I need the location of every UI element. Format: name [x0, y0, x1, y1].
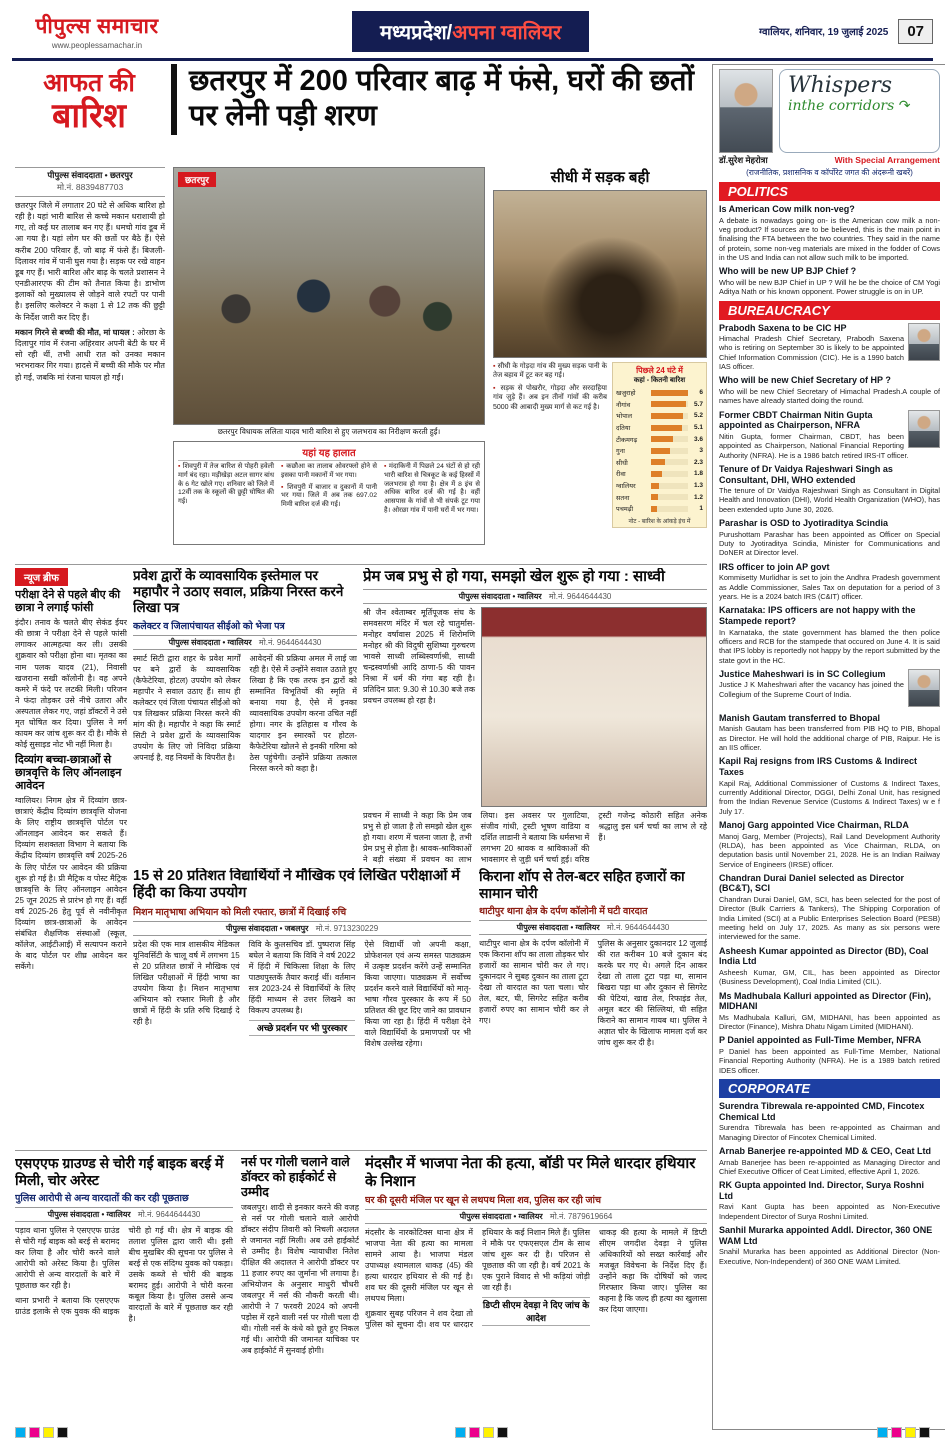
byline-phone: मो.नं. 9644644430 [606, 922, 670, 932]
rain-value: 1.3 [693, 482, 703, 490]
hindi-byline [133, 921, 471, 936]
hindi-exam-article [133, 868, 471, 1146]
lead-body-p1: छतरपुर जिले में लगातार 20 घंटे से अधिक बारिश हो रही है। यहां भारी बारिश से कच्चे मकान धराशायी हो गए, तो कई घर तालाब बन गए हैं। धमचो गांव डूब में आ गया है। यहां लोग घर की छतों पर बैठे हैं। ऐसे करीब 200 परिवार हैं, जो बाढ़ में फंसे हैं। बिजली-दिलावर गांव में पानी घुस गया है। सड़क पर रखे वाहन डूब गए हैं। भारी बारिश और बाढ़ के चलते प्रशासन ने एनडीआरएफ की टीम को तैनात किया है। डाभोण इलाकों को मुख्यालय से जोड़ने वाले रपटों पर पानी है। इसलिए कलेक्टर ने कक्षा 1 से 12 तक की छुट्टी के निर्देश जारी कर दिए हैं। [15, 200, 166, 322]
middle-band [15, 568, 707, 1148]
special-arrangement-label: With Special Arrangement [834, 155, 940, 165]
cyan-mark [877, 1427, 888, 1438]
rain-value: 5.7 [693, 400, 703, 408]
hindi-body-p1: प्रदेश की एक मात्र शासकीय मेडिकल यूनिवर्सिटी के चालू वर्ष में लगभग 15 से 20 प्रतिशत छात्रों ने मौखिक एवं लिखित परीक्षाओं में हिंदी भाषा का उपयोग किया है। मिशन मातृभाषा अभियान को रफ्तार मिली है और छात्रों में हिंदी के प्रति रुचि दिखाई दे रही है। [133, 939, 240, 1026]
mandsaur-inset-head: डिप्टी सीएम देवड़ा ने दिए जांच के आदेश [482, 1297, 590, 1326]
rain-city-label: टीकमगढ़ [616, 436, 638, 444]
sidebar-article-title: Surendra Tibrewala re-appointed CMD, Fincotex Chemical Ltd [719, 1101, 925, 1122]
rain-city-label: रीवा [616, 471, 626, 479]
whispers-sidebar [712, 64, 945, 1430]
byline-reporter: पीपुल्स संवाददाता • ग्वालियर [168, 637, 252, 647]
mayor-body-p2: आवेदनों की प्रक्रिया अमल में लाई जा रही है। ऐसे में उन्होंने सवाल उठाते हुए लिखा है कि एक तरफ इन द्वारों को सम्मानित विभूतियों की स्मृति में बनाया गया है, ऐसे में इनका व्यावसायिक उपयोग करना उचित नहीं होगा। नगर के इतिहास व गौरव के यादगार इन स्मारकों पर होटल-कैफेटेरिया खोलने से इनकी गरिमा को ठेस पहुंचेगी। उन्होंने प्रक्रिया तत्काल निरस्त करने को कहा है। [249, 653, 357, 773]
right-lower-row [493, 362, 707, 528]
politics-banner: POLITICS [719, 182, 940, 201]
sidebar-tagline: (राजनीतिक, प्रशासनिक व कॉर्पोरेट जगत की अंदरूनी खबरें) [746, 168, 913, 177]
rain-row [616, 457, 703, 469]
hindi-body-p3: ऐसे विद्यार्थी जो अपनी कक्षा, प्रोफेशनल एवं अन्य समस्त पाठ्यक्रम में उत्कृष्ट प्रदर्शन करेंगे उन्हें सम्मानित किया जाएगा। पाठ्यक्रम में सर्वोच्च प्रदर्शन करने वाले विद्यार्थियों को मातृ-भाषा गौरव पुरस्कार के रूप में 50 प्रतिशत की छूट दिए जाने का प्रावधान किया जा रहा है। हिंदी में परीक्षा देने वाले विद्यार्थियों के प्रमाणपत्रों पर भी विशेष उल्लेख रहेगा। [364, 939, 471, 1049]
situation-bullet: ▪ शिवपुरी में तेज बारिश से पोहरी हवेली मार्ग बंद रहा। मड़ीखेड़ा अटल सागर बांध के 6 गेट खोले गए। शनिवार को जिले में 12वीं तक के स्कूलों की छुट्टी घोषित की गई। [178, 463, 274, 507]
section-banner-city: अपना ग्वालियर [452, 21, 562, 44]
rain-bar [651, 506, 688, 512]
byline-reporter: पीपुल्स संवाददाता • ग्वालियर [458, 592, 542, 601]
sadhvi-body-bottom [363, 810, 707, 864]
flood-photo [173, 167, 485, 425]
saf-article [15, 1155, 233, 1423]
lead-article-text [15, 167, 165, 559]
sadhvi-article [363, 568, 707, 864]
sidebar-article-body: Asheesh Kumar, GM, CIL, has been appointed as Director (Business Development), Coal India Limited (CIL). [719, 967, 940, 987]
sidebar-article-body: Chandran Durai Daniel, GM, SCI, has been selected for the post of Director (Bulk Carriers & Tankers), The Shipping Corporation of India Limited (SCI) at a Public Enterprises Selection Board (PESB) meeting held on July 17, 2025. As many as six persons were interviewed for the same. [719, 895, 940, 942]
sidebar-article [719, 323, 940, 372]
rain-bar [651, 494, 688, 500]
sidebar-article-body: Kommisetty Murlidhar is set to join the Andhra Pradesh government as Addle Commissioner, Sales Tax on deputation for a period of 3 years. He is a 2024 batch IRS (C&IT) officer. [719, 573, 940, 601]
mayor-body [133, 653, 357, 774]
headshot-photo [908, 669, 940, 707]
rain-value: 2.3 [693, 458, 703, 466]
rain-bar [651, 448, 688, 454]
rain-bar [651, 471, 688, 477]
sadhvi-body-left [363, 607, 475, 807]
rain-city-label: खजुराहो [616, 390, 636, 398]
kirana-body [479, 938, 707, 1048]
rain-row [616, 480, 703, 492]
black-mark [57, 1427, 68, 1438]
whispers-titlebox [779, 69, 940, 153]
section-banner-state: मध्यप्रदेश/ [380, 21, 453, 44]
brief1-body-text: इंदौर। तनाव के चलते बीए सेकंड ईयर की छात्रा ने परीक्षा देने से पहले फांसी लगाकर आत्महत्या कर ली। उसकी शुक्रवार को परीक्षा होना था। मृतका का नाम पलक यादव (21), निवासी खजराना सखी कॉलोनी है। वह अपने कमरे में फंदे पर लटकी मिली। परिजन ने फंदा तोड़कर उसे नीचे उतारा और अस्पताल लेकर गए, जहां डॉक्टरों ने उसे मृत घोषित कर दिया। पुलिस ने मर्ग कायम कर जांच शुरू कर दी है। मौके से कोई सुसाइड नोट भी नहीं मिला है। [15, 618, 127, 749]
sidebar-article-body: P Daniel has been appointed as Full-Time Member, National Financial Reporting Authority (NFRA). He is a 1989 batch retired IDES officer. [719, 1047, 940, 1075]
sadhvi-photo-row [363, 607, 707, 807]
dateline: ग्वालियर, शनिवार, 19 जुलाई 2025 [759, 27, 889, 38]
sidebar-article-title: P Daniel appointed as Full-Time Member, NFRA [719, 1035, 922, 1046]
sidebar-article-title: Prabodh Saxena to be CIC HP [719, 322, 847, 333]
main-content [15, 64, 707, 1431]
sidebar-article [719, 1180, 940, 1221]
nurse-article [241, 1155, 359, 1423]
sidebar-article-body: Surendra Tibrewala has been re-appointed as Chairman and Managing Director of Fincotex Chemical Limited. [719, 1123, 940, 1142]
registration-marks-left [15, 1427, 68, 1438]
situation-box-bullets [178, 463, 480, 516]
whispers-header [719, 69, 940, 153]
saf-byline [15, 1207, 233, 1222]
newspaper-logo: पीपुल्स समाचार [35, 15, 159, 38]
sidebar-article-title: Who will be new Chief Secretary of HP ? [719, 375, 891, 386]
rain-row [616, 410, 703, 422]
situation-box-title: यहां यह हालात [178, 445, 480, 461]
lead-body-p2 [15, 327, 165, 383]
sidebar-article-title: Parashar is OSD to Jyotiraditya Scindia [719, 518, 889, 529]
sidebar-article-title: Kapil Raj resigns from IRS Customs & Indirect Taxes [719, 756, 918, 778]
rain-city-label: भोपाल [616, 413, 633, 421]
sidebar-article [719, 410, 940, 460]
kicker-line1: आफत की [43, 69, 135, 97]
mandsaur-article [365, 1155, 707, 1423]
rain-bar [651, 401, 688, 407]
sidebar-article [719, 266, 940, 296]
sidebar-article-title: Arnab Banerjee re-appointed MD & CEO, Ceat Ltd [719, 1145, 932, 1156]
lead-byline [15, 167, 165, 197]
sadhvi-byline [363, 589, 707, 604]
lead-headline-row [15, 64, 707, 162]
lead-kicker [15, 64, 177, 135]
nurse-headline: नर्स पर गोली चलाने वाले डॉक्टर को हाईकोर्ट से उम्मीद [241, 1155, 350, 1199]
registration-marks-center [455, 1427, 508, 1438]
byline-phone: मो.नं. 9644644430 [258, 637, 322, 647]
rain-city-label: गुना [616, 448, 625, 456]
mandsaur-body [365, 1227, 707, 1330]
sidebar-article-body: Who will be new Chief Secretary of Himachal Pradesh.A couple of names have already started doing the round. [719, 387, 940, 406]
saf-headline: एसएएफ ग्राउण्ड से चोरी गई बाइक बरई में मिली, चोर अरेस्ट [15, 1155, 224, 1188]
photo-location-tag: छतरपुर [178, 172, 216, 187]
rain-city-label: नौगांव [616, 401, 631, 409]
mayor-subhead: कलेक्टर व जिलापंचायत सीईओ को भेजा पत्र [133, 620, 285, 632]
brief2-headline: दिव्यांग बच्चा-छात्राओं से छात्रवृत्ति के लिए ऑनलाइन आवेदन [15, 753, 122, 793]
headshot-photo [908, 410, 940, 448]
byline-reporter: पीपुल्स संवाददाता • जबलपुर [225, 923, 309, 933]
rain-chart-title1: पिछले 24 घंटे में [636, 366, 683, 375]
situation-box [173, 441, 485, 545]
sidebar-article-body: Manoj Garg, Member (Projects), Rail Land Development Authority (RLDA), has been appointed as Vice Chairman, RLDA, on deputation basis until November 21, 2028. He is an Indian Railway Service of Engineers (IRSE) officer. [719, 831, 940, 869]
sidebar-article-title: Tenure of Dr Vaidya Rajeshwari Singh as Consultant, DHI, WHO extended [719, 463, 893, 485]
sidebar-article-title: Manoj Garg appointed Vice Chairman, RLDA [719, 819, 909, 830]
yellow-mark [905, 1427, 916, 1438]
sidebar-article [719, 991, 940, 1032]
sidebar-article-body: Who will be new BJP Chief in UP ? Will he be the choice of CM Yogi Aditya Nath or his known opponent. Power struggle is on in UP. [719, 277, 940, 297]
situation-bullet: ▪ कछौआ का तालाब ओवरफ्लो होने से इसका पानी मकानों में भर गया। [281, 463, 377, 481]
arrow-doodle-icon: ↷ [898, 97, 911, 113]
sidebar-article-title: Karnataka: IPS officers are not happy with the Stampede report? [719, 605, 916, 626]
news-brief-label: न्यूज ब्रीफ [15, 568, 68, 586]
mandsaur-body-p3: धाकड़ की हत्या के मामले में डिप्टी सीएम जगदीश देवड़ा ने पुलिस अधिकारियों को सख्त कार्रवाई और मजबूत विवेचना के निर्देश दिए हैं। उन्होंने कहा कि दोषियों को जल्द गिरफ्तार किया जाए। पुलिस का कहना है कि जल्द ही हत्या का खुलासा कर दिया जाएगा। [599, 1228, 707, 1315]
sadhvi-body-p1: श्री जैन श्वेताम्बर मूर्तिपूजक संघ के समवसरण मंदिर में चल रहे चातुर्मास-मनोहर वर्षावास 2025 में शिरोमणि मनोहर श्री की विदुषी सुशिष्या गुरुचरण भावसे साध्वी लब्धिस्वर्णाश्री, साध्वी चन्द्रस्वर्णाश्री आदि ठाणा-5 की पावन निश्रा में धर्म की गंगा बह रही है। प्रतिदिन प्रात: 9.30 से 10.30 बजे तक प्रवचन उपलब्ध हो रहा है। [363, 608, 475, 706]
magenta-mark [469, 1427, 480, 1438]
lead-photo-column [173, 167, 485, 559]
sidebar-article [719, 1101, 940, 1142]
rain-chart-title2: कहां - कितनी बारिश [633, 377, 686, 384]
rain-value: 5.1 [693, 424, 703, 432]
sidebar-article-title: RK Gupta appointed Ind. Director, Surya Roshni Ltd [719, 1180, 925, 1201]
kirana-subhead: थाटीपुर थाना क्षेत्र के दर्पण कॉलोनी में घटी वारदात [479, 905, 648, 917]
mayor-byline [133, 635, 357, 650]
rain-city-label: ग्वालियर [616, 483, 636, 491]
rain-value: 1.8 [693, 470, 703, 478]
lead-content [15, 167, 707, 559]
byline-phone: मो.नं. 9644644430 [137, 1209, 201, 1219]
road-bullet: ▪ सड़क से पोखरौर, गोड़दा और सरदाहिया गांव जुड़े हैं। अब इन तीनों गांवों की करीब 5000 की आबादी मुख्य मार्ग से कट गई है। [493, 384, 607, 412]
sidebar-article [719, 518, 940, 558]
mayor-body-p1: स्मार्ट सिटी द्वारा शहर के प्रवेश मार्गों पर बने द्वारों के व्यावसायिक (कैफेटेरिया, होटल) उपयोग को लेकर महापौर ने सवाल उठाए हैं। साथ ही कलेक्टर एवं जिला पंचायत सीईओ को पत्र लिखकर प्रक्रिया निरस्त करने की मांग की है। महापौर ने कहा कि स्मार्ट सिटी ने प्रवेश द्वारों के व्यावसायिक उपयोग के लिए जो निविदा प्रक्रिया अपनाई है, वह नियमों के विपरीत है। [133, 653, 241, 762]
rain-row [616, 399, 703, 411]
logo-block [12, 12, 182, 50]
cyan-mark [455, 1427, 466, 1438]
rain-bar [651, 425, 688, 431]
rain-row [616, 445, 703, 457]
section-banner [352, 11, 589, 52]
sadhvi-headline: प्रेम जब प्रभु से हो गया, समझो खेल शुरू हो गया : साध्वी [363, 568, 665, 585]
nurse-body [241, 1202, 359, 1356]
cyan-mark [15, 1427, 26, 1438]
rain-bar [651, 459, 688, 465]
bureaucracy-banner: BUREAUCRACY [719, 301, 940, 320]
rain-row [616, 503, 703, 515]
sidebar-article-title: Is American Cow milk non-veg? [719, 204, 855, 214]
hindi-subhead: मिशन मातृभाषा अभियान को मिली रफ्तार, छात्रों में दिखाई रुचि [133, 906, 347, 918]
sidebar-article-body: A debate is nowadays going on- is the American cow milk a non- veg product? If sources are to be believed, this is the main point in finalising the FTA between the two countries. They said in the name of protein, some non-veg materials are mixed in the fodder of Cows in the US and India can not allow such milk to be imported. [719, 215, 940, 262]
sidebar-article-body: Ms Madhubala Kalluri, GM, MIDHANI, has been appointed as Director (Finance), Mishra Dhatu Nigam Limited (MIDHANI). [719, 1012, 940, 1032]
sidebar-article-title: Former CBDT Chairman Nitin Gupta appointed as Chairperson, NFRA [719, 409, 873, 431]
kicker-line2: बारिश [51, 96, 127, 135]
sidebar-article-body: Snahil Murarka has been appointed as Additional Director (Non-Executive, Non-Independent) of 360 ONE WAM Limited. [719, 1247, 940, 1266]
sidebar-article [719, 946, 940, 987]
mandsaur-body-p2: शुक्रवार सुबह परिजन ने शव देखा तो पुलिस को सूचना दी। शव पर धारदार हथियार के कई निशान मिले हैं। पुलिस ने मौके पर एफएसएल टीम के साथ जांच शुरू कर दी है। परिजन से पूछताछ की जा रही है। वर्ष 2021 के एक पुराने विवाद से भी कड़ियां जोड़ी जा रही हैं। [365, 1228, 590, 1330]
saf-body-p1: पड़ाव थाना पुलिस ने एसएएफ ग्राउंड से चोरी गई बाइक को बरई से बरामद कर लिया है और चोरी करने वाले आरोपी को अरेस्ट किया है। पुलिस आरोपी से अन्य वारदातों के बारे में पूछताछ कर रही है। [15, 1225, 120, 1290]
sidebar-article-body: In Karnataka, the state government has blamed the then police officers and RCB for the stampede that occured on June 4. It is said that IPS lobby is reportedly not happy by the report submitted by the state govt in the HC. [719, 627, 940, 665]
sidebar-article-body: Ravi Kant Gupta has been appointed as Non-Executive Independent Director of Surya Roshni Limited. [719, 1202, 940, 1221]
sidebar-article [719, 713, 940, 753]
sidebar-article [719, 464, 940, 514]
byline-phone: मो.नं. 9713230229 [315, 923, 379, 933]
byline-reporter: पीपुल्स संवाददाता • ग्वालियर [47, 1209, 131, 1219]
sidebar-article [719, 1225, 940, 1266]
sidebar-article [719, 756, 940, 816]
rainfall-chart [612, 362, 707, 528]
sidebar-article-title: Sanhil Murarka appointed Addl. Director, 360 ONE WAM Ltd [719, 1225, 933, 1246]
rain-row [616, 468, 703, 480]
sidebar-article [719, 204, 940, 262]
saf-subhead: पुलिस आरोपी से अन्य वारदातों की कर रही पूछताछ [15, 1192, 189, 1204]
sidebar-article-title: Chandran Durai Daniel selected as Director (BC&T), SCI [719, 872, 905, 894]
sidebar-article-body: Kapil Raj, Additional Commissioner of Customs & Indirect Taxes, currently Additional Director, DGGI, Delhi Zonal Unit, has resigned from the Indian Revenue Service (Customs & Indirect Taxes) w e f July 17. [719, 778, 940, 816]
website-url: www.peoplessamachar.in [51, 41, 143, 50]
rain-row [616, 387, 703, 399]
sidebar-article-body: Arnab Banerjee has been re-appointed as Managing Director and Chief Executive Officer of Ceat Limited, effective April 1, 2026. [719, 1157, 940, 1176]
flood-photo-caption: छतरपुर विधायक ललिता यादव भारी बारिश से हुए जलभराव का निरीक्षण करती हुईं। [217, 427, 441, 436]
byline-reporter: पीपुल्स संवाददाता • ग्वालियर [516, 922, 600, 932]
lead-body-p2-text: ओरछा के दिलापुर गांव में रंजना अहिरवार अपनी बेटी के घर में सो रही थीं, तभी आधी रात को उनका मकान भरभराकर गिर गया। हादसे में बच्ची की मौके पर मौत हो गई, जबकि मां रंजना घायल हो गईं। [15, 327, 165, 382]
lead-right-column [493, 167, 707, 559]
lead-body-subhead: मकान गिरने से बच्ची की मौत, मां घायल : [15, 327, 135, 337]
nurse-body-p1: जबलपुर। शादी से इनकार करने की वजह से नर्स पर गोली चलाने वाले आरोपी डॉक्टर संदीप तिवारी को निचली अदालत से जमानत नहीं मिली। अब उसे हाईकोर्ट से उम्मीद है। विशेष न्यायाधीश नितेश दीक्षित की अदालत ने आरोपी डॉक्टर पर 11 हजार रुपए का जुर्माना भी लगाया है। अभियोजन के अनुसार माधुरी चौधरी जबलपुर में नर्स की नौकरी करती थी। आरोपी ने 7 फरवरी 2024 को अपनी पड़ोस में रहने वाली नर्स पर गोली चला दी थी। गोली नर्स के कंधे को छूते हुए निकल गई थी। आरोपी की जमानत याचिका पर अब हाईकोर्ट में सुनवाई होगी। [241, 1203, 359, 1356]
date-block [759, 19, 933, 44]
columnist-photo [719, 69, 773, 153]
registration-marks-right [877, 1427, 930, 1438]
kirana-byline [479, 920, 707, 935]
sidebar-article-title: Who will be new UP BJP Chief ? [719, 266, 857, 277]
page-number: 07 [898, 19, 933, 44]
header-rule [12, 58, 933, 61]
black-mark [919, 1427, 930, 1438]
sidebar-article-body: Manish Gautam has been transferred from PIB HQ to PIB, Bhopal as Director. He will hold the additional charge of PIB, Raipur. He is an IIS officer. [719, 724, 940, 753]
sidebar-article [719, 375, 940, 405]
corporate-banner: CORPORATE [719, 1079, 940, 1098]
brief2-body-text: ग्वालियर। निगम क्षेत्र में दिव्यांग छात्र-छात्राएं केंद्रीय दिव्यांग छात्रवृत्ति योजना के लिए राष्ट्रीय छात्रवृत्ति पोर्टल पर ऑनलाइन आवेदन कर सकते हैं। दिव्यांग सशक्तता विभाग ने बताया कि केंद्रीय दिव्यांग छात्रवृत्ति वर्ष 2025-26 के लिए पोर्टल पर आवेदन की प्रक्रिया शुरू हो गई है। प्री मैट्रिक व पोस्ट मैट्रिक छात्रवृत्ति के लिए ऑनलाइन आवेदन 25 जून 2025 से प्रारंभ हो गए हैं। वहीं वर्ष 2025-26 हेतु पूर्व से नवीनीकृत दिव्यांग छात्र-छात्राओं के आवेदन संबंधित शैक्षणिक संस्थाओं (स्कूल, कॉलेज, आईटीआई) में सत्यापन कराने के बाद पोर्टल पर शीघ्र आवेदन कर सकेंगे। [15, 796, 127, 971]
road-photo-headline: सीधी में सड़क बही [550, 169, 650, 186]
rain-city-label: दतिया [616, 425, 631, 433]
road-washout-photo [493, 190, 707, 358]
mayor-article [133, 568, 357, 864]
situation-bullet: ▪ शिवपुरी में बाजार व दुकानों में पानी भर गया। जिले में अब तक 697.02 मिमी बारिश दर्ज की गई। [281, 484, 377, 510]
rain-value: 6 [699, 389, 703, 397]
mandsaur-subhead: घर की दूसरी मंजिल पर खून से लथपथ मिला शव, पुलिस कर रही जांच [365, 1195, 601, 1206]
sidebar-article-title: Ms Madhubala Kalluri appointed as Director (Fin), MIDHANI [719, 990, 932, 1012]
byline-phone: मो.नं. 9644644430 [548, 592, 612, 601]
kirana-body-p2: पुलिस के अनुसार दुकानदार 12 जुलाई की रात करीबन 10 बजे दुकान बंद करके घर गए थे। अगले दिन आकर देखा तो ताला टूटा पड़ा था, सामान बिखरा पड़ा था और दुकान से सिगरेट की पेटियां, खाद्य तेल, रिफाइंड तेल, अमूल बटर की सिल्लियां, घी सहित किराने का सामान गायब था। पुलिस ने अज्ञात चोर के खिलाफ मामला दर्ज कर जांच शुरू कर दी है। [597, 938, 707, 1047]
sidebar-article [719, 873, 940, 942]
rain-city-label: पचमढ़ी [616, 506, 634, 514]
brief1-body [15, 617, 127, 749]
mandsaur-headline: मंदसौर में भाजपा नेता की हत्या, बॉडी पर मिले धारदार हथियार के निशान [365, 1155, 696, 1190]
sidebar-article-body: The tenure of Dr Vaidya Rajeshwari Singh as Consultant in Digital Health and Innovation (DHI), World Health Organization (WHO), has been extended upto June 30, 2026. [719, 486, 940, 514]
magenta-mark [29, 1427, 40, 1438]
road-bullet: ▪ सीधी के गोड़दा गांव की मुख्य सड़क पानी के तेज बहाव में टूट कर बह गई। [493, 362, 607, 381]
sidebar-article-body: Justice J K Maheshwari after the vacancy has joined the Collegium of the Supreme Court of India. [719, 680, 904, 699]
columnist-meta [719, 155, 940, 166]
sidebar-article [719, 562, 940, 602]
hindi-headline: 15 से 20 प्रतिशत विद्यार्थियों ने मौखिक एवं लिखित परीक्षाओं में हिंदी का किया उपयोग [133, 868, 460, 902]
sidebar-article-title: Asheesh Kumar appointed as Director (BD), Coal India Ltd [719, 945, 929, 967]
saf-body [15, 1225, 233, 1324]
lead-headline: छतरपुर में 200 परिवार बाढ़ में फंसे, घरों की छतों पर लेनी पड़ी शरण [189, 65, 695, 133]
rain-row [616, 491, 703, 503]
sidebar-article [719, 605, 940, 665]
columnist-name: डॉ.सुरेश मेहरोत्रा [719, 155, 768, 165]
yellow-mark [483, 1427, 494, 1438]
rain-value: 3.6 [693, 435, 703, 443]
sidebar-article-title: Justice Maheshwari is in SC Collegium [719, 668, 886, 679]
sidebar-article [719, 1035, 940, 1075]
brief1-headline: परीक्षा देने से पहले बीए की छात्रा ने लगाई फांसी [15, 589, 121, 615]
rain-value: 1 [699, 505, 703, 513]
road-photo-bullets [493, 362, 607, 528]
rain-bar [651, 413, 688, 419]
bottom-band [15, 1150, 707, 1431]
news-brief-column [15, 568, 127, 1146]
whispers-title-line2: inthe corridors [788, 98, 895, 114]
kirana-body-p1: थाटीपुर थाना क्षेत्र के दर्पण कॉलोनी में एक किराना शॉप का ताला तोड़कर चोर हजारों का सामान चोरी कर ले गए। दुकानदार ने सुबह दुकान का ताला टूटा देखा तो वारदात का पता चला। चोर तेल, बटर, घी, सिगरेट सहित करीब हजारों रुपए का सामान चोरी कर ले गए। [479, 938, 589, 1025]
byline-reporter: पीपुल्स संवाददाता • ग्वालियर [459, 1212, 543, 1221]
hindi-body [133, 939, 471, 1049]
sidebar-article [719, 1146, 940, 1176]
byline-reporter: पीपुल्स संवाददाता • छतरपुर [47, 170, 133, 180]
kirana-article [479, 868, 707, 1146]
situation-bullet: ▪ मंदाकिनी में पिछले 24 घंटों से हो रही भारी बारिश से चित्रकूट के कई हिस्सों में जलभराव हो गया है। क्षेत्र में 8 इंच से अधिक बारिश दर्ज की गई है। वहीं आसपास के गांवों से भी संपर्क टूट गया है। ओरछा गांव में पानी घरों में भर गया। [384, 463, 480, 516]
rain-chart-note: नोट - बारिश के आंकड़े इंच में [628, 518, 691, 525]
masthead [12, 6, 933, 56]
rain-bar [651, 390, 688, 396]
rain-bar [651, 436, 688, 442]
saf-body-p2: थाना प्रभारी ने बताया कि एसएएफ ग्राउंड इलाके से एक युवक की बाइक चोरी हो गई थी। क्षेत्र में बाइक की तलाश पुलिस द्वारा जारी थी। इसी बीच मुखबिर की सूचना पर पुलिस ने बरई से एक संदिग्ध युवक को पकड़ा। उसके कब्जे से चोरी की बाइक बरामद हुई। आरोपी ने चोरी करना कबूल किया है। पुलिस उससे अन्य वारदातों के बारे में पूछताछ कर रही है। [15, 1225, 233, 1323]
byline-phone: मो.नं. 8839487703 [56, 181, 124, 192]
rain-value: 3 [699, 447, 703, 455]
mandsaur-body-p1: मंदसौर के नारकोटिक्स थाना क्षेत्र में भाजपा नेता की हत्या का मामला सामने आया है। भाजपा मंडल उपाध्यक्ष श्यामलाल धाकड़ (45) की हत्या धारदार हथियार से की गई है। शव घर की दूसरी मंजिल पर खून से लथपथ मिला। [365, 1228, 473, 1304]
sidebar-article-body: Himachal Pradesh Chief Secretary, Prabodh Saxena who is retiring on September 30 is likely to be appointed Chief Information Commission (CIC). He is a 1990 batch IAS officer. [719, 334, 904, 372]
byline-phone: मो.नं. 7879619664 [549, 1212, 613, 1221]
brief2-body [15, 795, 127, 972]
rain-row [616, 433, 703, 445]
sidebar-article [719, 820, 940, 869]
whispers-title-line1: Whispers [788, 73, 893, 98]
yellow-mark [43, 1427, 54, 1438]
black-mark [497, 1427, 508, 1438]
rain-city-label: सीधी [616, 459, 628, 467]
sidebar-article-title: Manish Gautam transferred to Bhopal [719, 712, 881, 723]
magenta-mark [891, 1427, 902, 1438]
sidebar-article-body: Purushottam Parashar has been appointed as Officer on Special Duty to Jyotiraditya Scindia, Minister for Communications and DoNER at Director level. [719, 529, 940, 558]
sidebar-article-body: Nitin Gupta, former Chairman, CBDT, has been appointed as Chairperson, National Financial Reporting Authority (NFRA). He is a 1986 batch retired IRS-IT officer. [719, 431, 909, 460]
rain-value: 1.2 [693, 493, 703, 501]
mandsaur-byline [365, 1209, 707, 1224]
sidebar-article-title: IRS officer to join AP govt [719, 561, 830, 572]
headshot-photo [908, 323, 940, 361]
rain-city-label: सतना [616, 494, 630, 502]
rain-bar [651, 483, 688, 489]
mayor-headline: प्रवेश द्वारों के व्यावसायिक इस्तेमाल पर महापौर ने उठाए सवाल, प्रक्रिया निरस्त करने लिखा पत्र [133, 568, 344, 616]
section-divider [15, 564, 707, 565]
sadhvi-body-p2: प्रवचन में साध्वी ने कहा कि प्रेम जब प्रभु से हो जाता है तो समझो खेल शुरू हो गया। शरण में चलना जाता है, तभी प्रेम प्रभु से होता है। श्रावक-श्राविकाओं ने बड़ी संख्या में प्रवचन का लाभ लिया। इस अवसर पर गुलाटिया, संजीव गांधी, ट्रस्टी भूषण वाडिया व दर्शित लाडानी ने बताया कि धर्मसभा में लगभग 20 श्रावक व श्राविकाओं की भावसागर से जुड़ी धर्म चर्चा हुई। वरिष्ठ ट्रस्टी गजेन्द्र कोठारी सहित अनेक श्रद्धालु इस धर्म चर्चा का लाभ ले रहे हैं। [363, 811, 707, 864]
sidebar-article [719, 669, 940, 709]
hindi-body-p2: विवि के कुलसचिव डॉ. पुष्पराज सिंह बघेल ने बताया कि विवि ने वर्ष 2022 में हिंदी में चिकित्सा शिक्षा के लिए पाठ्यपुस्तकें तैयार कराई थीं। वर्तमान सत्र 2023-24 से विद्यार्थियों के लिए हिंदी माध्यम से उत्तर लिखने का विकल्प उपलब्ध है। [248, 939, 356, 1015]
kirana-headline: किराना शॉप से तेल-बटर सहित हजारों का सामान चोरी [479, 868, 685, 901]
hindi-inset-head: अच्छे प्रदर्शन पर भी पुरस्कार [249, 1020, 356, 1036]
rain-value: 5.2 [693, 412, 703, 420]
ceremony-photo [481, 607, 707, 807]
rain-row [616, 422, 703, 434]
